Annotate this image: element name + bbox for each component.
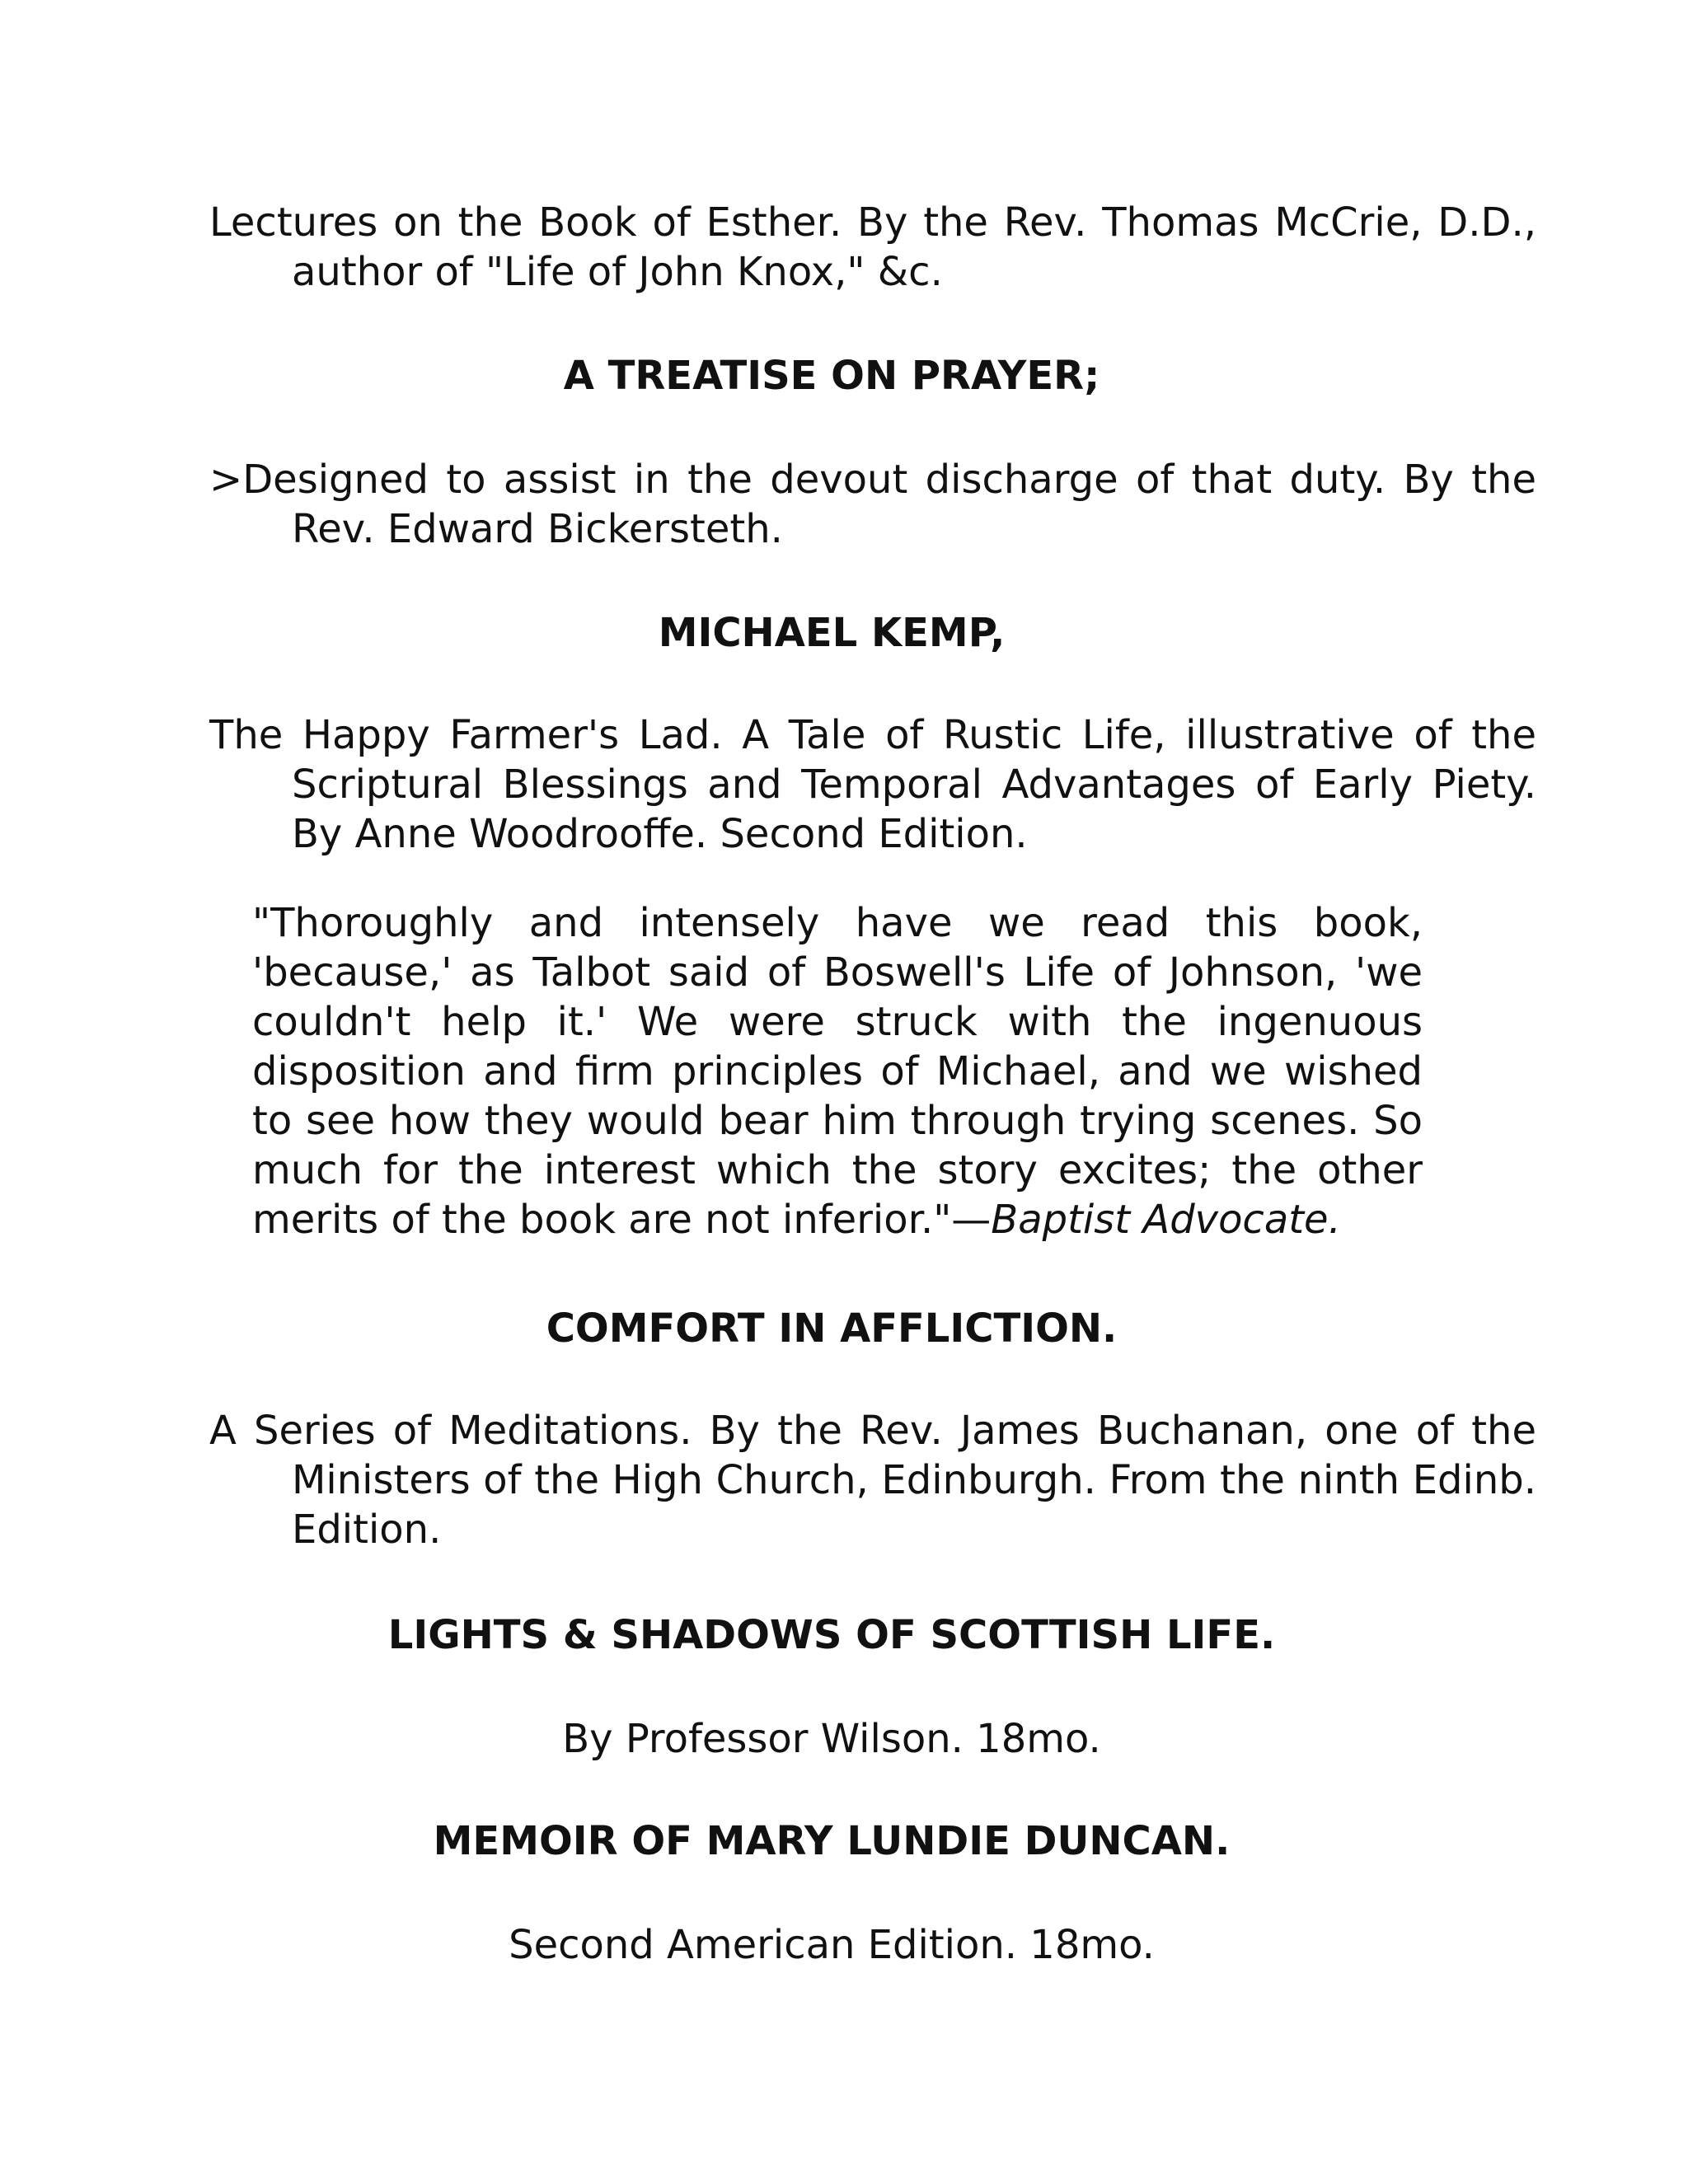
review-quote-text: "Thoroughly and intensely have we read this book, 'because,' as Talbot said of Boswell's Life of Johnson, 'we couldn't help it.' We were struck with the ingenuous disposition and firm principles of Michael, and we wished to see how they would bear him through trying scenes. So much for the interest which the story excites; the other merits of the book are not inferior."— [252,900,1423,1243]
entry-treatise-on-prayer: >Designed to assist in the devout discharge of that duty. By the Rev. Edward Bickersteth. [209,457,1536,552]
entry-memoir-mary-duncan: Second American Edition. 18mo. [509,1922,1155,1968]
heading-comfort-in-affliction: COMFORT IN AFFLICTION. [546,1305,1118,1352]
entry-michael-kemp: The Happy Farmer's Lad. A Tale of Rustic Life, illustrative of the Scriptural Blessings and Temporal Advantages of Early Piety. By Anne Woodrooffe. Second Edition. [209,712,1536,857]
review-quote [252,898,1423,1244]
entry-lights-and-shadows: By Professor Wilson. 18mo. [562,1716,1101,1762]
heading-memoir-mary-duncan: MEMOIR OF MARY LUNDIE DUNCAN. [433,1818,1231,1864]
heading-lights-and-shadows: LIGHTS & SHADOWS OF SCOTTISH LIFE. [387,1612,1276,1658]
heading-treatise-on-prayer: A TREATISE ON PRAYER; [563,353,1100,399]
entry-esther-lectures: Lectures on the Book of Esther. By the Rev. Thomas McCrie, D.D., author of "Life of John Knox," &c. [209,199,1536,295]
entry-comfort-in-affliction: A Series of Meditations. By the Rev. James Buchanan, one of the Ministers of the High Church, Edinburgh. From the ninth Edinb. Edition. [209,1408,1536,1553]
review-quote-source: Baptist Advocate. [991,1197,1341,1243]
heading-michael-kemp: MICHAEL KEMP, [658,610,1006,656]
